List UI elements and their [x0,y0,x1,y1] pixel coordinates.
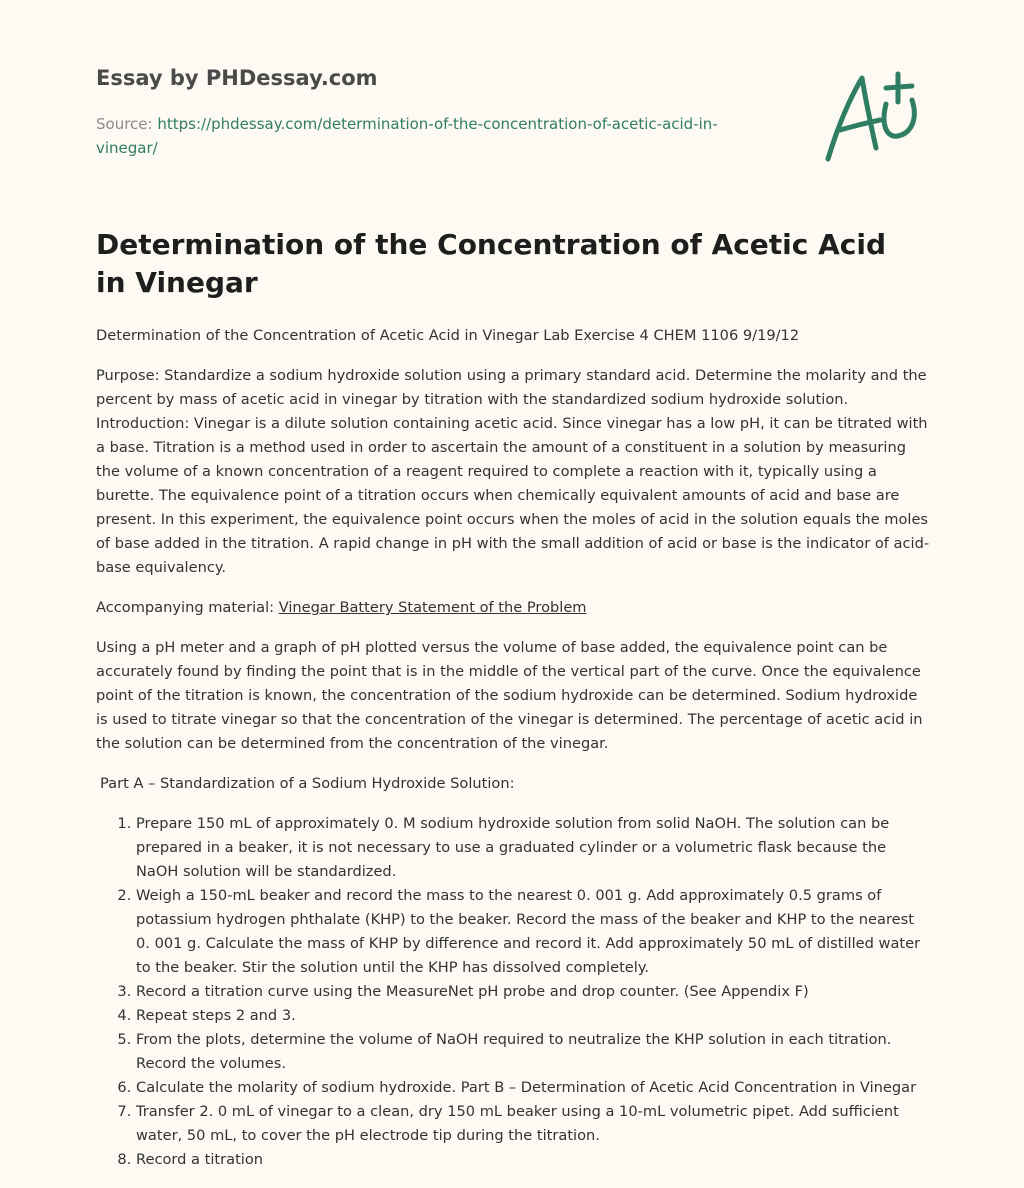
list-item: 4. Repeat steps 2 and 3. [136,1004,930,1028]
list-item: 8. Record a titration [136,1148,930,1172]
list-item: 6. Calculate the molarity of sodium hydroxide. Part B – Determination of Acetic Acid Concentration in Vinegar [136,1076,930,1100]
method-paragraph: Using a pH meter and a graph of pH plotted versus the volume of base added, the equivalence point can be accurately found by finding the point that is in the middle of the vertical part of the curve. Once the equivalence point of the titration is known, the concentration of the sodium hydroxide can be determined. Sodium hydroxide is used to titrate vinegar so that the concentration of the vinegar is determined. The percentage of acetic acid in the solution can be determined from the concentration of the vinegar. [96,639,923,752]
source-line [96,112,736,160]
accompanying-label: Accompanying material: [96,599,275,616]
essay-body [96,324,930,1172]
accompanying-material [96,596,930,620]
source-link[interactable]: https://phdessay.com/determination-of-the-concentration-of-acetic-acid-in-vinegar/ [96,115,718,157]
source-label: Source: [96,115,153,133]
list-item: 1. Prepare 150 mL of approximately 0. M sodium hydroxide solution from solid NaOH. The solution can be prepared in a beaker, it is not necessary to use a graduated cylinder or a volumetric flask because the NaOH solution will be standardized. [136,812,930,884]
list-item: 5. From the plots, determine the volume of NaOH required to neutralize the KHP solution in each titration. Record the volumes. [136,1028,930,1076]
list-item: 2. Weigh a 150-mL beaker and record the mass to the nearest 0. 001 g. Add approximately 0.5 grams of potassium hydrogen phthalate (KHP) to the beaker. Record the mass of the beaker and KHP to the nearest 0. 001 g. Calculate the mass of KHP by difference and record it. Add approximately 50 mL of distilled water to the beaker. Stir the solution until the KHP has dissolved completely. [136,884,930,980]
essay-title: Determination of the Concentration of Acetic Acid in Vinegar [96,228,887,299]
list-item: 3. Record a titration curve using the MeasureNet pH probe and drop counter. (See Appendix F) [136,980,930,1004]
accompanying-link[interactable]: Vinegar Battery Statement of the Problem [278,599,587,616]
a-plus-logo-icon [818,66,930,166]
intro-line: Determination of the Concentration of Acetic Acid in Vinegar Lab Exercise 4 CHEM 1106 9/19/12 [96,327,800,344]
list-item: 7. Transfer 2. 0 mL of vinegar to a clean, dry 150 mL beaker using a 10-mL volumetric pipet. Add sufficient water, 50 mL, to cover the pH electrode tip during the titration. [136,1100,930,1148]
part-a-heading: Part A – Standardization of a Sodium Hydroxide Solution: [100,775,515,792]
procedure-list [96,812,930,1172]
purpose-paragraph: Purpose: Standardize a sodium hydroxide solution using a primary standard acid. Determine the molarity and the percent by mass of acetic acid in vinegar by titration with the standardized sodium hydroxide solution. Introduction: Vinegar is a dilute solution containing acetic acid. Since vinegar has a low pH, it can be titrated with a base. Titration is a method used in order to ascertain the amount of a constituent in a solution by measuring the volume of a known concentration of a reagent required to complete a reaction with it, typically using a burette. The equivalence point of a titration occurs when chemically equivalent amounts of acid and base are present. In this experiment, the equivalence point occurs when the moles of acid in the solution equals the moles of base added in the titration. A rapid change in pH with the small addition of acid or base is the indicator of acid-base equivalency. [96,367,930,576]
site-brand: Essay by PHDessay.com [96,66,378,90]
